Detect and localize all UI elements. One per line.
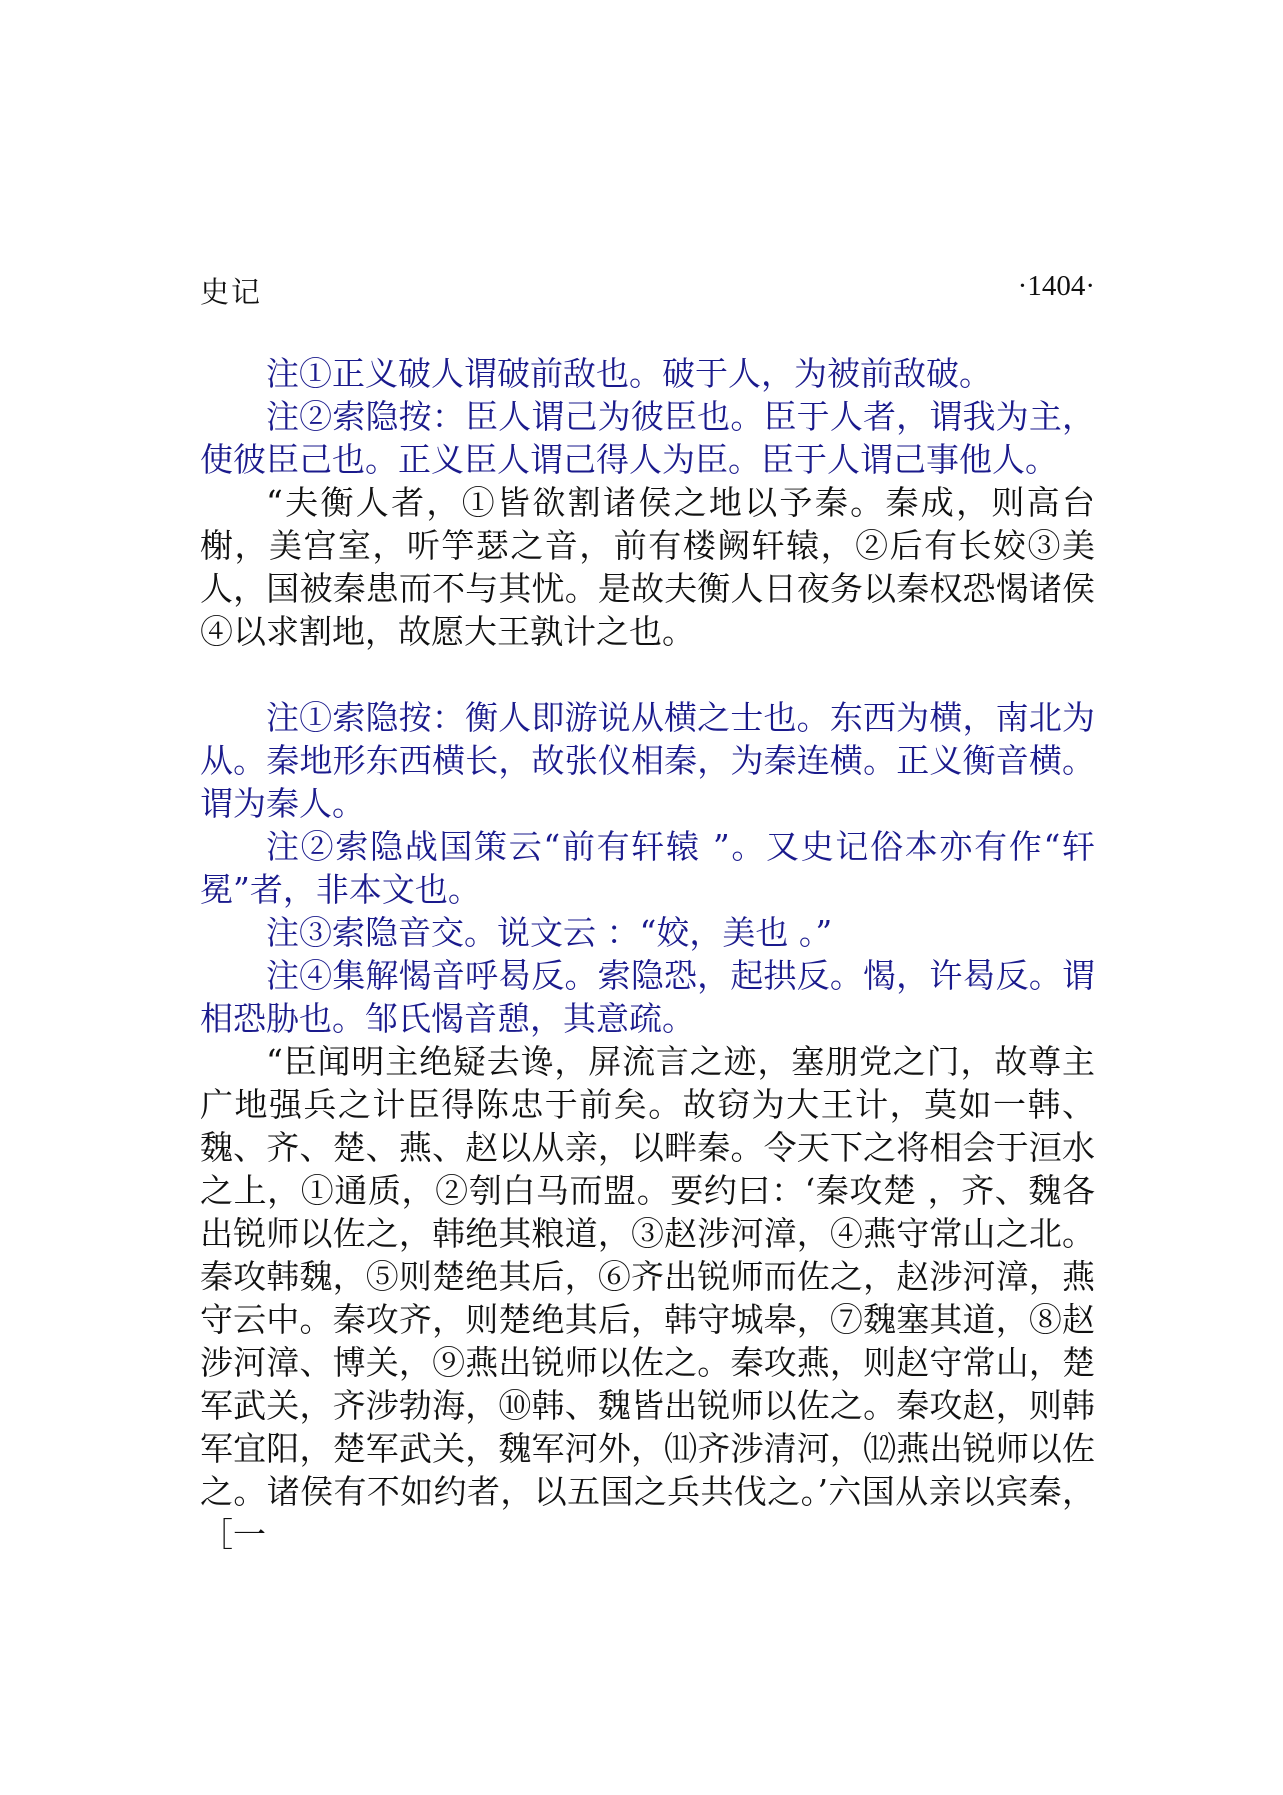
body-paragraph: “夫衡人者，①皆欲割诸侯之地以予秦。秦成，则高台榭，美宫室，听竽瑟之音，前有楼阙轩辕，②后有长姣③美人，国被秦患而不与其忧。是故夫衡人日夜务以秦权恐愒诸侯④以求割地，故愿大王孰计之也。	[200, 483, 1095, 651]
annotation-paragraph: 注①正义破人谓破前敌也。破于人，为被前敌破。	[266, 354, 992, 393]
page-content	[200, 352, 1095, 1556]
annotation-paragraph: 注③索隐音交。说文云 ：“姣，美也 。”	[266, 913, 833, 952]
annotation-paragraph: 注①索隐按：衡人即游说从横之士也。东西为横，南北为从。秦地形东西横长，故张仪相秦，为秦连横。正义衡音横。谓为秦人。	[200, 698, 1095, 823]
annotation-paragraph: 注②索隐战国策云“前有轩辕 ”。又史记俗本亦有作“轩冕”者，非本文也。	[200, 827, 1095, 909]
annotation-paragraph: 注④集解愒音呼曷反。索隐恐，起拱反。愒，许曷反。谓相恐胁也。邹氏愒音憩，其意疏。	[200, 956, 1095, 1038]
paragraph-spacer	[200, 653, 1095, 696]
page-number: ·1404·	[1017, 270, 1095, 302]
book-title: 史记	[200, 275, 263, 309]
body-paragraph: “臣闻明主绝疑去谗，屏流言之迹，塞朋党之门，故尊主广地强兵之计臣得陈忠于前矣。故窃为大王计，莫如一韩、魏、齐、楚、燕、赵以从亲，以畔秦。令天下之将相会于洹水之上，①通质，②刳白马而盟。要约曰：‘秦攻楚 ，齐、魏各出锐师以佐之，韩绝其粮道，③赵涉河漳，④燕守常山之北。秦攻韩魏，⑤则楚绝其后，⑥齐出锐师而佐之，赵涉河漳，燕守云中。秦攻齐，则楚绝其后，韩守城皋，⑦魏塞其道，⑧赵涉河漳、博关，⑨燕出锐师以佐之。秦攻燕，则赵守常山，楚军武关，齐涉勃海，⑩韩、魏皆出锐师以佐之。秦攻赵，则韩军宜阳，楚军武关，魏军河外，⑾齐涉清河，⑿燕出锐师以佐之。诸侯有不如约者，以五国之兵共伐之。’六国从亲以宾秦，［一	[200, 1042, 1095, 1554]
annotation-paragraph: 注②索隐按：臣人谓己为彼臣也。臣于人者，谓我为主，使彼臣己也。正义臣人谓己得人为臣。臣于人谓己事他人。	[200, 397, 1095, 479]
page-header	[200, 270, 1095, 310]
